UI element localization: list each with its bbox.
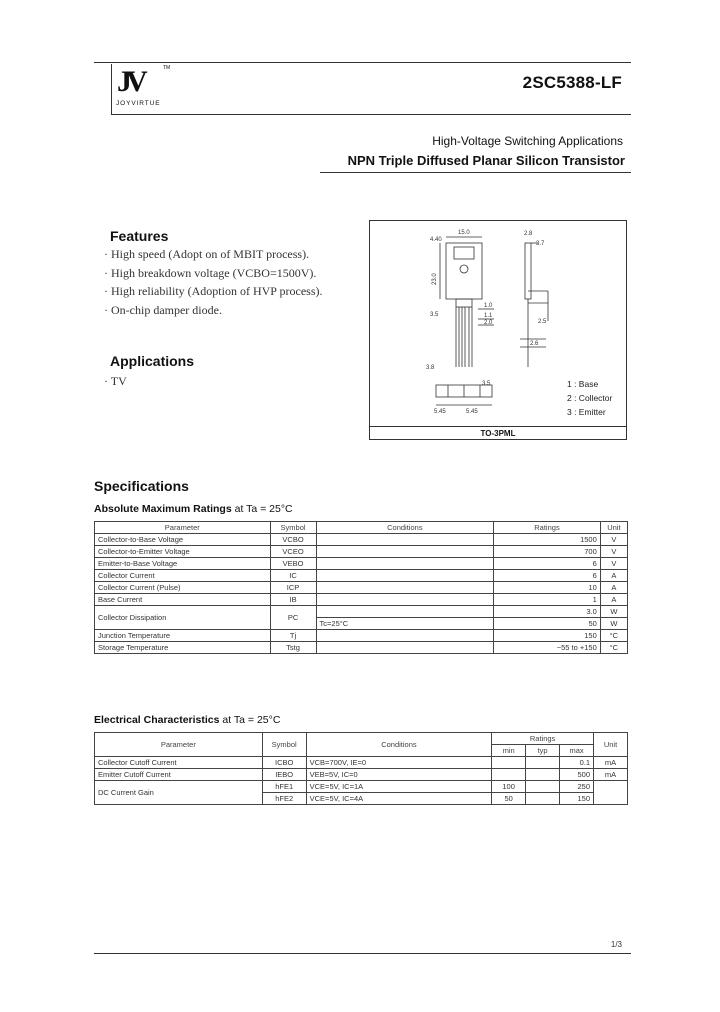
unit-cell: A [600, 582, 627, 594]
specifications-heading: Specifications [94, 478, 189, 494]
pin-label: 1 : Base [567, 379, 599, 389]
dim-label: 1.1 [484, 313, 493, 319]
min-cell [492, 769, 526, 781]
dim-label: 3.5 [482, 381, 491, 387]
param-cell: Collector-to-Base Voltage [95, 534, 271, 546]
cond-cell [316, 558, 494, 570]
unit-cell: V [600, 546, 627, 558]
elec-char-condition: at Ta = 25°C [222, 714, 281, 726]
table-row [95, 769, 628, 781]
param-cell: Collector Cutoff Current [95, 757, 263, 769]
table-row [95, 630, 628, 642]
dim-label: 2.0 [484, 320, 493, 326]
cond-cell [316, 546, 494, 558]
table-row [95, 534, 628, 546]
feature-item: · High breakdown voltage (VCBO=1500V). [104, 265, 317, 280]
col-header: Symbol [262, 733, 306, 757]
dim-label: 3.7 [536, 241, 545, 247]
cond-cell [316, 570, 494, 582]
min-cell: 50 [492, 793, 526, 805]
unit-cell: V [600, 558, 627, 570]
typ-cell [526, 793, 560, 805]
unit-cell: W [600, 618, 627, 630]
unit-cell: mA [594, 757, 628, 769]
abs-max-title [94, 503, 293, 515]
features-list [104, 245, 323, 319]
elec-char-title-text: Electrical Characteristics [94, 714, 220, 726]
subtitle-applications: High-Voltage Switching Applications [432, 134, 623, 148]
cond-cell [316, 582, 494, 594]
cond-cell: VCE=5V, IC=1A [306, 781, 492, 793]
col-header: min [492, 745, 526, 757]
table-row [95, 757, 628, 769]
pin-labels [567, 377, 612, 419]
company-logo [113, 65, 185, 113]
table-row [95, 606, 628, 618]
typ-cell [526, 757, 560, 769]
col-header: max [560, 745, 594, 757]
rating-cell: 150 [494, 630, 601, 642]
part-number: 2SC5388-LF [522, 73, 622, 92]
cond-cell: Tc=25°C [316, 618, 494, 630]
logo-trademark: TM [163, 65, 171, 71]
unit-cell: A [600, 594, 627, 606]
unit-cell: mA [594, 769, 628, 781]
cond-cell [316, 630, 494, 642]
dim-label: 2.6 [530, 341, 539, 347]
col-header: Symbol [270, 522, 316, 534]
top-rule [94, 62, 631, 63]
param-cell: Junction Temperature [95, 630, 271, 642]
min-cell [492, 757, 526, 769]
table-row [95, 582, 628, 594]
max-cell: 0.1 [560, 757, 594, 769]
abs-max-condition: at Ta = 25°C [234, 503, 293, 515]
rating-cell: 3.0 [494, 606, 601, 618]
table-row [95, 642, 628, 654]
unit-cell: °C [600, 630, 627, 642]
symbol-cell: PC [270, 606, 316, 630]
feature-item: · High speed (Adopt on of MBIT process). [104, 247, 310, 261]
col-header: Parameter [95, 733, 263, 757]
col-header: Conditions [316, 522, 494, 534]
symbol-cell: IB [270, 594, 316, 606]
abs-max-title-text: Absolute Maximum Ratings [94, 503, 232, 515]
logo-name: JOYVIRTUE [116, 100, 161, 107]
max-cell: 250 [560, 781, 594, 793]
symbol-cell: IEBO [262, 769, 306, 781]
feature-item: · High reliability (Adoption of HVP process). [104, 284, 323, 298]
rating-cell: 700 [494, 546, 601, 558]
dim-label: 1.0 [484, 303, 493, 309]
unit-cell [594, 781, 628, 805]
symbol-cell: VEBO [270, 558, 316, 570]
subtitle-rule [320, 172, 631, 173]
footer-rule [94, 953, 631, 954]
typ-cell [526, 781, 560, 793]
param-cell: Collector Current (Pulse) [95, 582, 271, 594]
rating-cell: 50 [494, 618, 601, 630]
cond-cell [316, 642, 494, 654]
unit-cell: °C [600, 642, 627, 654]
min-cell: 100 [492, 781, 526, 793]
application-item: · TV [104, 374, 127, 388]
logo-divider [111, 64, 112, 114]
param-cell: Collector Dissipation [95, 606, 271, 630]
max-cell: 150 [560, 793, 594, 805]
typ-cell [526, 769, 560, 781]
symbol-cell: hFE1 [262, 781, 306, 793]
header-rule [111, 114, 631, 115]
cond-cell: VCE=5V, IC=4A [306, 793, 492, 805]
symbol-cell: VCEO [270, 546, 316, 558]
param-cell: Emitter Cutoff Current [95, 769, 263, 781]
elec-char-title [94, 714, 280, 726]
param-cell: Collector-to-Emitter Voltage [95, 546, 271, 558]
cond-cell [316, 606, 494, 618]
table-row [95, 546, 628, 558]
rating-cell: 6 [494, 558, 601, 570]
page-number: 1/3 [610, 940, 622, 949]
col-header: typ [526, 745, 560, 757]
package-caption: TO-3PML [369, 426, 627, 441]
param-cell: Base Current [95, 594, 271, 606]
col-header: Ratings [492, 733, 594, 745]
table-row [95, 594, 628, 606]
col-header: Unit [594, 733, 628, 757]
dim-label: 23.0 [432, 273, 438, 285]
unit-cell: V [600, 534, 627, 546]
applications-list [104, 372, 127, 391]
abs-max-table [94, 521, 628, 654]
rating-cell: 1 [494, 594, 601, 606]
table-row [95, 570, 628, 582]
symbol-cell: ICP [270, 582, 316, 594]
symbol-cell: IC [270, 570, 316, 582]
dim-label: 3.8 [426, 365, 435, 371]
col-header: Conditions [306, 733, 492, 757]
elec-char-table [94, 732, 628, 805]
col-header: Parameter [95, 522, 271, 534]
cond-cell [316, 534, 494, 546]
symbol-cell: Tstg [270, 642, 316, 654]
unit-cell: A [600, 570, 627, 582]
rating-cell: 6 [494, 570, 601, 582]
features-heading: Features [110, 228, 169, 244]
applications-heading: Applications [110, 353, 195, 369]
dim-label: 5.45 [466, 409, 478, 415]
cond-cell: VCB=700V, IE=0 [306, 757, 492, 769]
rating-cell: 10 [494, 582, 601, 594]
symbol-cell: ICBO [262, 757, 306, 769]
unit-cell: W [600, 606, 627, 618]
dim-label: 2.8 [524, 231, 533, 237]
symbol-cell: hFE2 [262, 793, 306, 805]
dim-label: 5.45 [434, 409, 446, 415]
rating-cell: −55 to +150 [494, 642, 601, 654]
max-cell: 500 [560, 769, 594, 781]
dim-label: 3.5 [430, 312, 439, 318]
table-row [95, 558, 628, 570]
symbol-cell: VCBO [270, 534, 316, 546]
param-cell: Collector Current [95, 570, 271, 582]
col-header: Unit [600, 522, 627, 534]
cond-cell: VEB=5V, IC=0 [306, 769, 492, 781]
pin-label: 3 : Emitter [567, 407, 606, 417]
subtitle-device-type: NPN Triple Diffused Planar Silicon Transistor [347, 153, 625, 168]
table-header-row [95, 733, 628, 745]
table-row [95, 781, 628, 793]
cond-cell [316, 594, 494, 606]
table-header-row [95, 522, 628, 534]
dim-label: 15.0 [458, 230, 470, 236]
dim-label: 2.5 [538, 319, 547, 325]
logo-mark: JV [117, 65, 142, 98]
symbol-cell: Tj [270, 630, 316, 642]
feature-item: · On-chip damper diode. [104, 302, 222, 317]
rating-cell: 1500 [494, 534, 601, 546]
param-cell: Emitter-to-Base Voltage [95, 558, 271, 570]
param-cell: Storage Temperature [95, 642, 271, 654]
dim-label: 4.40 [430, 237, 442, 243]
param-cell: DC Current Gain [95, 781, 263, 805]
col-header: Ratings [494, 522, 601, 534]
pin-label: 2 : Collector [567, 393, 613, 403]
